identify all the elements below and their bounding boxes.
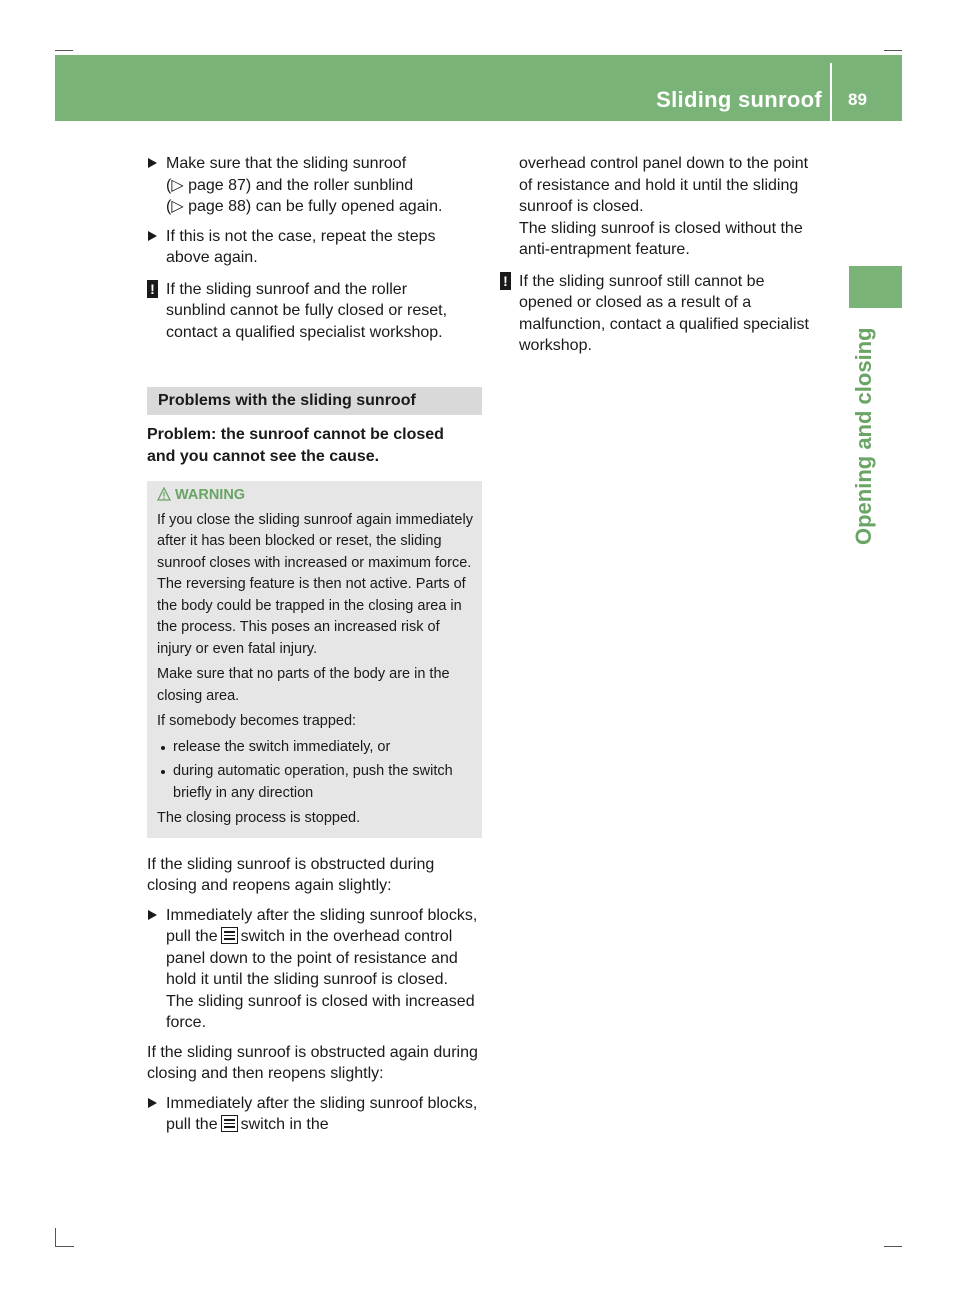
instruction-step bbox=[147, 226, 482, 269]
step-arrow-icon bbox=[148, 1098, 157, 1108]
exclamation-icon: ! bbox=[500, 272, 511, 290]
left-column bbox=[147, 153, 482, 1144]
note-line: If the sliding sunroof still cannot be bbox=[519, 272, 765, 290]
sunroof-switch-icon bbox=[221, 927, 238, 944]
step-line: overhead control panel down to the point bbox=[519, 155, 809, 172]
note-line: workshop. bbox=[519, 337, 592, 354]
step-line: sunroof is closed. bbox=[519, 198, 644, 215]
step-line: The sliding sunroof is closed without the bbox=[519, 219, 803, 237]
warning-header bbox=[157, 485, 474, 507]
page-number: 89 bbox=[848, 90, 867, 109]
note-line: contact a qualified specialist workshop. bbox=[166, 323, 443, 341]
crop-mark bbox=[55, 50, 73, 51]
instruction-step bbox=[147, 153, 482, 218]
page-header bbox=[55, 55, 902, 121]
list-item-text: during automatic operation, push the switch briefly in any direction bbox=[173, 763, 453, 801]
step-arrow-icon bbox=[148, 231, 157, 241]
crop-mark bbox=[884, 50, 902, 51]
step-line: anti-entrapment feature. bbox=[519, 241, 690, 258]
crop-mark bbox=[55, 1246, 74, 1247]
step-arrow-icon bbox=[148, 910, 157, 920]
chapter-tab-marker bbox=[849, 266, 902, 308]
problem-line: Problem: the sunroof cannot be closed bbox=[147, 426, 444, 443]
note-line: sunblind cannot be fully closed or reset, bbox=[166, 302, 448, 319]
note-line: malfunction, contact a qualified specialist bbox=[519, 315, 809, 333]
crop-mark bbox=[55, 1228, 56, 1247]
step-continuation bbox=[500, 153, 830, 261]
chapter-label: Opening and closing bbox=[851, 327, 876, 545]
warning-text: If somebody becomes trapped: bbox=[157, 713, 357, 729]
note-line: opened or closed as a result of a bbox=[519, 294, 752, 311]
right-column bbox=[500, 153, 830, 357]
step-text: switch in the overhead control panel down to the point of resistance and hold it until the sliding sunroof is closed. bbox=[166, 928, 458, 988]
sunroof-switch-icon bbox=[221, 1115, 238, 1132]
step-line: (▷ page 88) can be fully opened again. bbox=[166, 198, 443, 215]
list-item bbox=[157, 761, 474, 804]
warning-text: Make sure that no parts of the body are in the closing area. bbox=[157, 666, 450, 704]
problem-heading bbox=[147, 424, 482, 467]
body-paragraph: If the sliding sunroof is obstructed again during closing and then reopens slightly: bbox=[147, 1043, 478, 1082]
warning-title: WARNING bbox=[175, 487, 246, 503]
step-text: Immediately after the sliding sunroof blocks, pull the bbox=[166, 906, 478, 945]
body-paragraph: If the sliding sunroof is obstructed during closing and reopens again slightly: bbox=[147, 855, 435, 894]
list-item-text: release the switch immediately, or bbox=[173, 738, 391, 755]
step-line: If this is not the case, repeat the steps bbox=[166, 227, 436, 245]
step-result: The sliding sunroof is closed with increased force. bbox=[166, 992, 475, 1031]
list-item bbox=[157, 737, 474, 759]
note-line: If the sliding sunroof and the roller bbox=[166, 280, 408, 298]
exclamation-icon: ! bbox=[147, 280, 158, 298]
bullet-icon bbox=[161, 770, 165, 774]
warning-box bbox=[147, 481, 482, 838]
warning-text: The closing process is stopped. bbox=[157, 810, 361, 826]
page-title: Sliding sunroof bbox=[656, 87, 822, 112]
instruction-step bbox=[147, 905, 482, 1034]
problem-line: and you cannot see the cause. bbox=[147, 447, 380, 465]
warning-triangle-icon bbox=[157, 487, 171, 501]
note-block bbox=[500, 271, 830, 357]
note-block bbox=[147, 279, 482, 344]
step-text: switch in the bbox=[240, 1116, 329, 1133]
header-divider bbox=[830, 63, 832, 121]
step-text: Immediately after the sliding sunroof blocks, pull the bbox=[166, 1094, 478, 1133]
step-line: Make sure that the sliding sunroof bbox=[166, 155, 407, 172]
step-line: (▷ page 87) and the roller sunblind bbox=[166, 176, 414, 194]
warning-text: If you close the sliding sunroof again immediately after it has been blocked or reset, the sliding sunroof closes with increased or maximum force. The reversing feature is then not active. Parts of the body could be trapped in the closing area in the process. This poses an increased risk of injury or even fatal injury. bbox=[157, 511, 473, 657]
step-line: above again. bbox=[166, 249, 258, 266]
section-heading: Problems with the sliding sunroof bbox=[147, 387, 482, 415]
step-arrow-icon bbox=[148, 158, 157, 168]
bullet-icon bbox=[161, 746, 165, 750]
step-line: of resistance and hold it until the sliding bbox=[519, 176, 799, 194]
instruction-step bbox=[147, 1093, 482, 1136]
crop-mark bbox=[884, 1246, 902, 1247]
